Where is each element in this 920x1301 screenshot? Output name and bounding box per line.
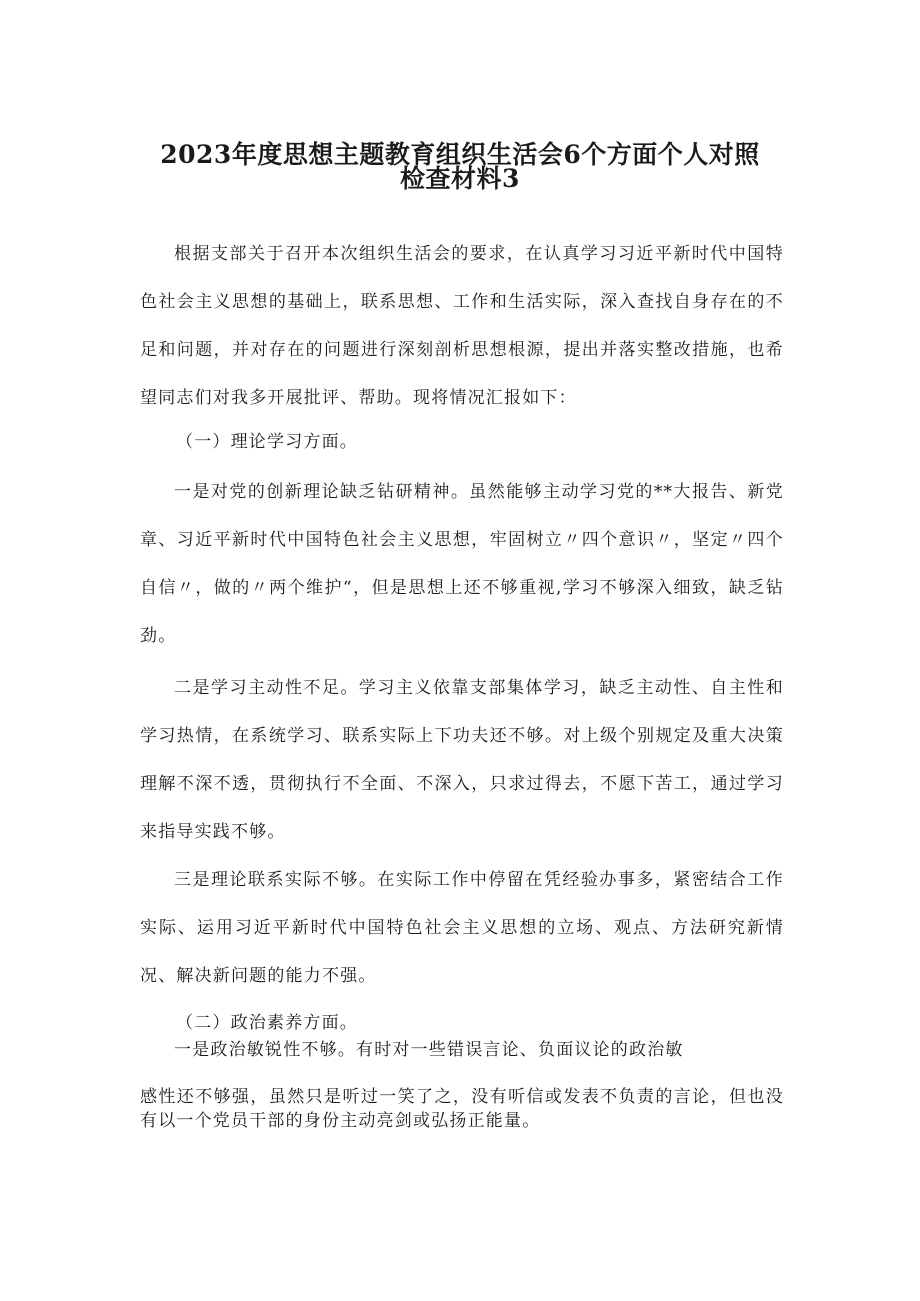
document-title-line-2 (0, 164, 920, 194)
intro-paragraph: 根据支部关于召开本次组织生活会的要求，在认真学习习近平新时代中国特色社会主义思想的基础上，联系思想、工作和生活实际，深入查找自身存在的不足和问题，并对存在的问题进行深刻剖析思想根源，提出并落实整改措施，也希望同志们对我多开展批评、帮助。现将情况汇报如下： (140, 244, 784, 408)
section-1-paragraph-2: 二是学习主动性不足。学习主义依靠支部集体学习，缺乏主动性、自主性和学习热情，在系统学习、联系实际上下功夫还不够。对上级个别规定及重大决策理解不深不透，贯彻执行不全面、不深入，只求过得去，不愿下苦工，通过学习来指导实践不够。 (140, 678, 784, 842)
section-2-paragraph-1-line-1: 一是政治敏锐性不够。有时对一些错误言论、负面议论的政治敏 (174, 1040, 684, 1060)
title-line-1: 2023年度思想主题教育组织生活会6个方面个人对照 (160, 140, 760, 169)
section-2-paragraph-1-rest: 感性还不够强，虽然只是听过一笑了之，没有听信或发表不负责的言论，但也没有以一个党员干部的身份主动亮剑或弘扬正能量。 (140, 1087, 784, 1131)
section-1-paragraph-1: 一是对党的创新理论缺乏钻研精神。虽然能够主动学习党的**大报告、新党章、习近平新时代中国特色社会主义思想，牢固树立〃四个意识〃，坚定〃四个自信〃，做的〃两个维护“，但是思想上还不够重视,学习不够深入细致，缺乏钻劲。 (140, 482, 784, 646)
section-2-heading: （二）政治素养方面。 (176, 1013, 358, 1033)
section-1-heading: （一）理论学习方面。 (176, 432, 358, 452)
title-line-2: 检查材料3 (400, 164, 520, 193)
section-1-paragraph-3: 三是理论联系实际不够。在实际工作中停留在凭经验办事多，紧密结合工作实际、运用习近平新时代中国特色社会主义思想的立场、观点、方法研究新情况、解决新问题的能力不强。 (140, 870, 784, 986)
